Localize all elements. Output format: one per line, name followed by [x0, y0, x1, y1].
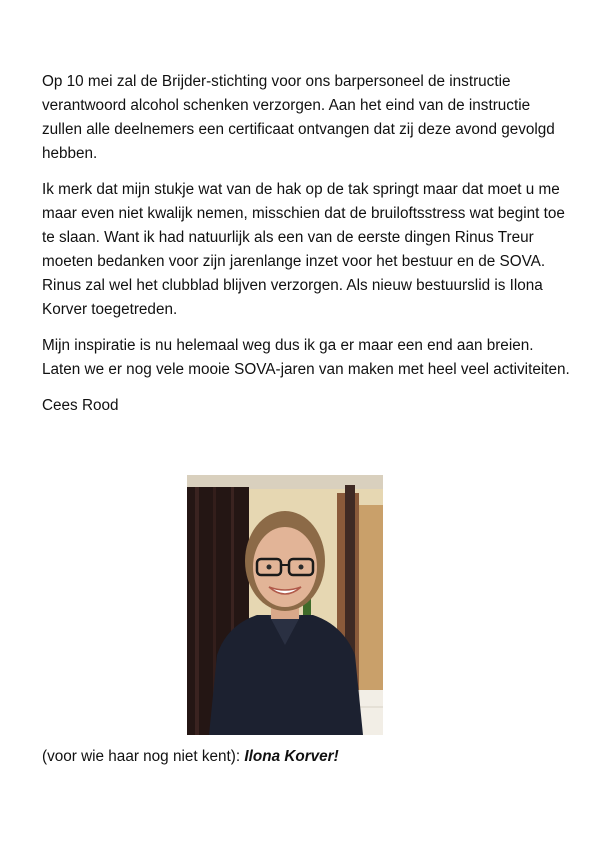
- photo-caption: [42, 745, 339, 769]
- signature: Cees Rood: [42, 397, 119, 414]
- paragraph-closing: Mijn inspiratie is nu helemaal weg dus ik ga er maar een end aan breien. Laten we er nog vele mooie SOVA-jaren van maken met heel veel activiteiten.: [42, 337, 570, 378]
- portrait-photo: [187, 475, 383, 735]
- portrait-illustration: [187, 475, 383, 735]
- letter-body: [42, 70, 572, 418]
- caption-name: Ilona Korver!: [244, 748, 339, 765]
- caption-prefix: (voor wie haar nog niet kent):: [42, 748, 245, 765]
- paragraph-certificate: Op 10 mei zal de Brijder-stichting voor ons barpersoneel de instructie verantwoord alcohol schenken verzorgen. Aan het eind van de instructie zullen alle deelnemers een certificaat ontvangen dat zij deze avond gevolgd hebben.: [42, 73, 555, 162]
- paragraph-thanks: Ik merk dat mijn stukje wat van de hak op de tak springt maar dat moet u me maar even niet kwalijk nemen, misschien dat de bruiloftsstress wat begint toe te slaan. Want ik had natuurlijk als een van de eerste dingen Rinus Treur moeten bedanken voor zijn jarenlange inzet voor het bestuur en de SOVA. Rinus zal wel het clubblad blijven verzorgen. Als nieuw bestuurslid is Ilona Korver toegetreden.: [42, 181, 565, 318]
